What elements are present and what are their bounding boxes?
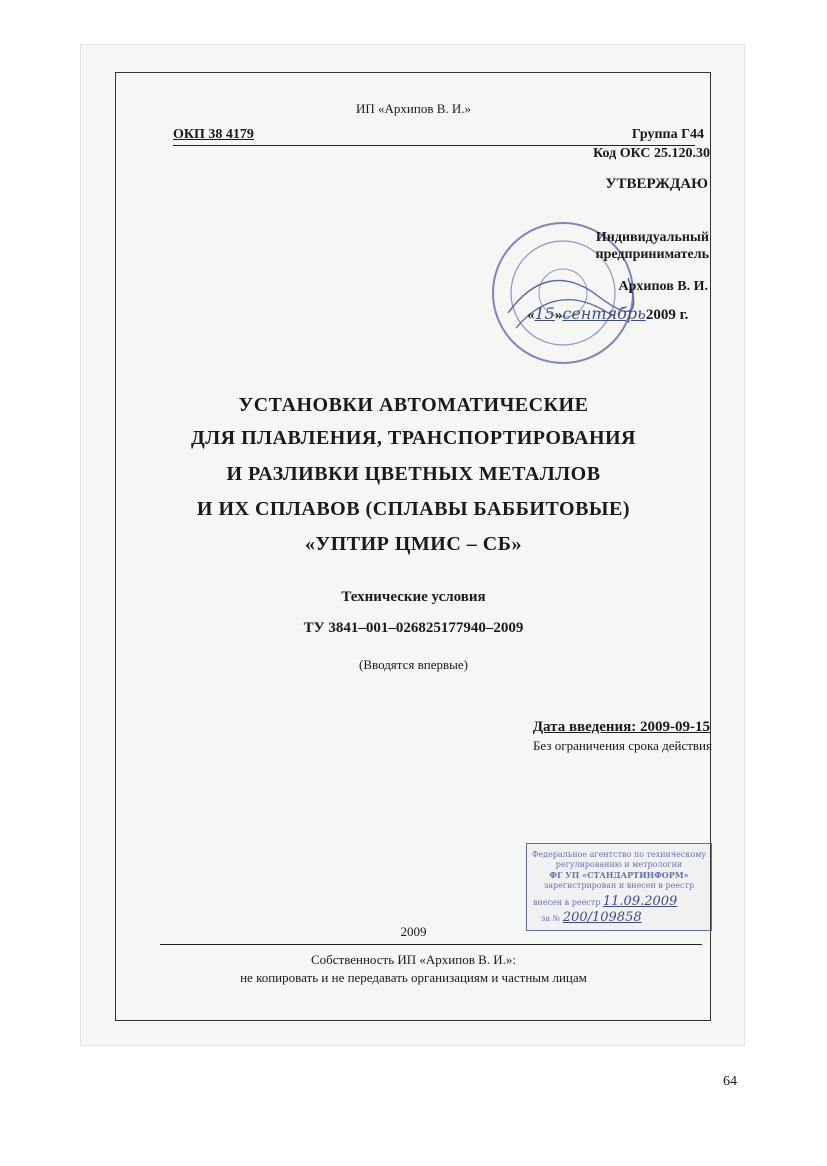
approval-date	[527, 304, 688, 324]
reg-number-value: 200/109858	[562, 910, 642, 925]
reg-line-1: Федеральное агентство по техническому	[531, 850, 707, 859]
footer-year: 2009	[400, 924, 427, 939]
title-line-1: УСТАНОВКИ АВТОМАТИЧЕСКИЕ	[238, 394, 589, 416]
date-close-quote: »	[554, 307, 563, 323]
title-line-3: И РАЗЛИВКИ ЦВЕТНЫХ МЕТАЛЛОВ	[226, 463, 601, 485]
date-month: сентябрь	[562, 304, 646, 323]
page-number: 64	[723, 1074, 737, 1089]
spec-type: Технические условия	[341, 589, 486, 605]
reg-line-3: ФГ УП «СТАНДАРТИНФОРМ»	[549, 870, 689, 880]
reg-number-label: за №	[541, 914, 561, 923]
approver-name: Архипов В. И.	[618, 279, 708, 294]
reg-line-4: зарегистрирован и внесен в реестр	[543, 881, 695, 890]
title-line-4: И ИХ СПЛАВОВ (СПЛАВЫ БАББИТОВЫЕ)	[196, 498, 631, 520]
title-line-2: ДЛЯ ПЛАВЛЕНИЯ, ТРАНСПОРТИРОВАНИЯ	[190, 427, 637, 449]
reg-date-value: 11.09.2009	[602, 894, 678, 909]
approval-role-1: Индивидуальный	[595, 230, 709, 245]
intro-date: Дата введения: 2009-09-15	[532, 719, 710, 735]
copy-restriction: не копировать и не передавать организациям и частным лицам	[240, 970, 587, 985]
approval-role-2: предприниматель	[595, 247, 709, 262]
spec-number: ТУ 3841–001–026825177940–2009	[303, 620, 524, 636]
group-code: Группа Г44	[631, 127, 704, 142]
approval-heading: УТВЕРЖДАЮ	[605, 176, 708, 192]
company-name: ИП «Архипов В. И.»	[355, 101, 472, 116]
reg-line-6	[527, 910, 711, 925]
date-year: 2009 г.	[645, 307, 689, 323]
date-day: 15	[534, 304, 555, 323]
reg-line-5	[527, 894, 711, 909]
reg-date-label: внесен в реестр	[533, 898, 601, 907]
registration-stamp	[526, 843, 712, 931]
footer-rule	[160, 944, 702, 945]
reg-line-2: регулированию и метрологии	[555, 860, 683, 869]
ownership-line: Собственность ИП «Архипов В. И.»:	[310, 952, 517, 967]
title-line-5: «УПТИР ЦМИС – СБ»	[305, 533, 522, 555]
spec-note: (Вводятся впервые)	[359, 657, 468, 672]
date-open-quote: «	[527, 307, 535, 323]
oks-code: Код ОКС 25.120.30	[593, 146, 710, 161]
validity-note: Без ограничения срока действия	[532, 738, 712, 753]
okp-code: ОКП 38 4179	[173, 127, 254, 142]
